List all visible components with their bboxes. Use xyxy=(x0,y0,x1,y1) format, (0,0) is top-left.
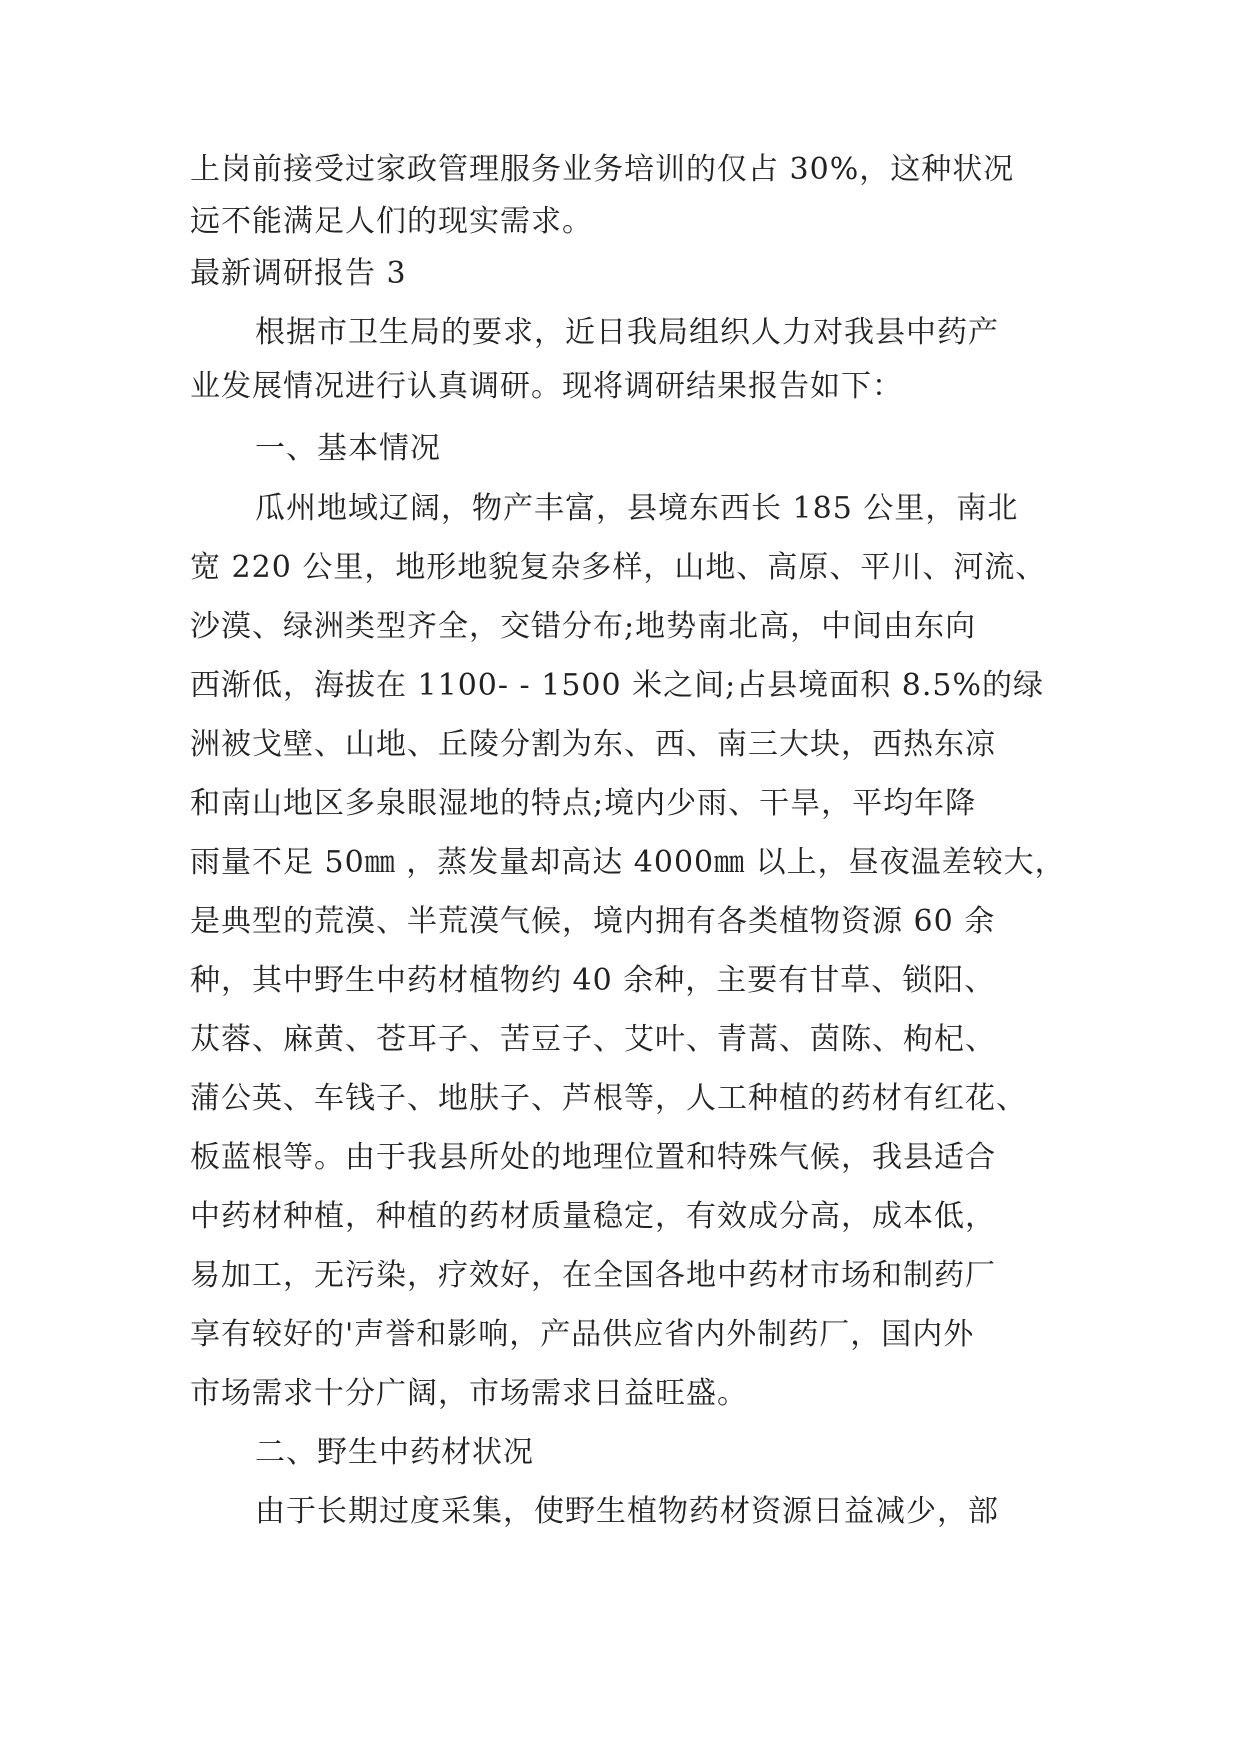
text-line: 雨量不足 50㎜ ，蒸发量却高达 4000㎜ 以上，昼夜温差较大， xyxy=(190,845,1066,880)
text-line: 远不能满足人们的现实需求。 xyxy=(190,204,593,239)
subheading: 一、基本情况 xyxy=(255,431,441,466)
text-line: 宽 220 公里，地形地貌复杂多样，山地、高原、平川、河流、 xyxy=(190,550,1047,585)
text-line: 由于长期过度采集，使野生植物药材资源日益减少，部 xyxy=(255,1494,999,1529)
text-line: 上岗前接受过家政管理服务业务培训的仅占 30%，这种状况 xyxy=(190,152,1015,187)
text-line: 是典型的荒漠、半荒漠气候，境内拥有各类植物资源 60 余 xyxy=(190,904,996,939)
text-line: 洲被戈壁、山地、丘陵分割为东、西、南三大块，西热东凉 xyxy=(190,727,996,762)
text-line: 瓜州地域辽阔，物产丰富，县境东西长 185 公里，南北 xyxy=(255,491,1019,526)
text-line: 蒲公英、车钱子、地肤子、芦根等，人工种植的药材有红花、 xyxy=(190,1081,1027,1116)
text-line: 种，其中野生中药材植物约 40 余种，主要有甘草、锁阳、 xyxy=(190,963,996,998)
text-line: 和南山地区多泉眼湿地的特点;境内少雨、干旱，平均年降 xyxy=(190,786,977,821)
section-heading: 最新调研报告 3 xyxy=(190,256,407,291)
text-line: 业发展情况进行认真调研。现将调研结果报告如下： xyxy=(190,369,903,404)
text-line: 西渐低，海拔在 1100- - 1500 米之间;占县境面积 8.5%的绿 xyxy=(190,668,1044,703)
text-line: 市场需求十分广阔，市场需求日益旺盛。 xyxy=(190,1376,748,1411)
text-line: 享有较好的'声誉和影响，产品供应省内外制药厂，国内外 xyxy=(190,1317,975,1352)
text-line: 沙漠、绿洲类型齐全，交错分布;地势南北高，中间由东向 xyxy=(190,609,977,644)
subheading: 二、野生中药材状况 xyxy=(255,1435,534,1470)
text-line: 板蓝根等。由于我县所处的地理位置和特殊气候，我县适合 xyxy=(190,1140,996,1175)
text-line: 中药材种植，种植的药材质量稳定，有效成分高，成本低， xyxy=(190,1199,996,1234)
text-line: 根据市卫生局的要求，近日我局组织人力对我县中药产 xyxy=(255,315,999,350)
text-line: 易加工，无污染，疗效好，在全国各地中药材市场和制药厂 xyxy=(190,1258,996,1293)
text-line: 苁蓉、麻黄、苍耳子、苦豆子、艾叶、青蒿、茵陈、枸杞、 xyxy=(190,1022,996,1057)
